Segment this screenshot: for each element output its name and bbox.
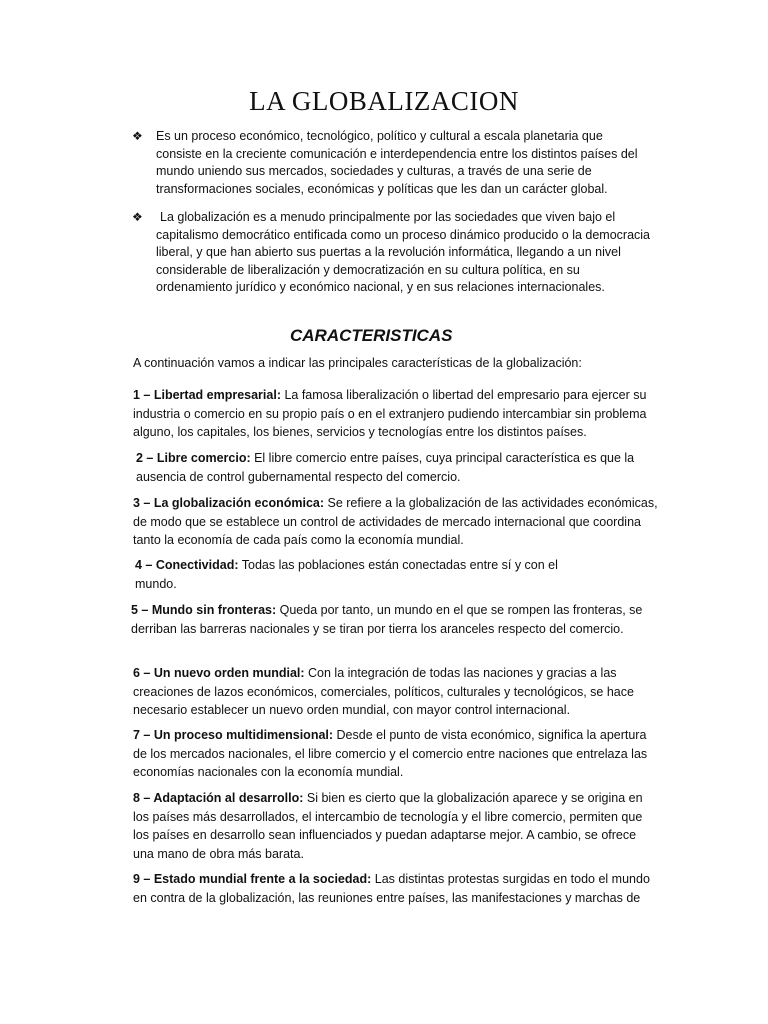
item-label: 7 – Un proceso multidimensional:	[133, 728, 334, 742]
bullet-item	[132, 209, 652, 297]
item-text: Las distintas protestas surgidas en todo el mundo en contra de la globalización, las reuniones entre países, las manifestaciones y marchas de	[133, 872, 650, 905]
diamond-bullet-icon: ❖	[132, 210, 143, 224]
bullet-text: Es un proceso económico, tecnológico, político y cultural a escala planetaria que consiste en la creciente comunicación e interdependencia entre los distintos países del mundo uniendo sus mercados, sociedades y culturas, a través de una serie de transformaciones sociales, económicas y políticas que les dan un carácter global.	[156, 129, 638, 196]
item-text: Queda por tanto, un mundo en el que se rompen las fronteras, se derriban las barreras nacionales y se tiran por tierra los aranceles respecto del comercio.	[131, 603, 643, 636]
bullet-text: La globalización es a menudo principalmente por las sociedades que viven bajo el capitalismo democrático entificada como un proceso dinámico producido o la democracia liberal, y que han abierto sus puertas a la revolución informática, llegando a un nivel considerable de liberalización y democratización en su cultura política, en su ordenamiento jurídico y económico nacional, y en sus relaciones internacionales.	[156, 210, 651, 295]
item-label: 3 – La globalización económica:	[133, 496, 325, 510]
list-item	[133, 449, 663, 486]
diamond-bullet-icon: ❖	[132, 129, 143, 143]
list-item	[133, 870, 663, 907]
list-item	[133, 664, 663, 720]
list-item	[133, 726, 663, 782]
item-text: El libre comercio entre países, cuya principal característica es que la ausencia de control gubernamental respecto del comercio.	[136, 451, 635, 484]
item-label: 2 – Libre comercio:	[136, 451, 251, 465]
item-text: Con la integración de todas las naciones y gracias a las creaciones de lazos económicos, comerciales, políticos, culturales y tecnológicos, se hace necesario establecer un nuevo orden mundial, con mayor control internacional.	[133, 666, 634, 717]
intro-text: A continuación vamos a indicar las principales características de la globalización:	[133, 356, 582, 370]
intro-paragraph	[133, 354, 663, 373]
item-text: Todas las poblaciones están conectadas entre sí y con el mundo.	[135, 558, 558, 591]
item-text: Se refiere a la globalización de las actividades económicas, de modo que se establece un control de actividades de mercado internacional que coordina tanto la economía de cada país como la economía mundial.	[133, 496, 658, 547]
item-label: 8 – Adaptación al desarrollo:	[133, 791, 304, 805]
item-text: Desde el punto de vista económico, significa la apertura de los mercados nacionales, el libre comercio y el comercio entre naciones que entrelaza las economías nacionales con la economía mundial.	[133, 728, 648, 779]
page-title: LA GLOBALIZACION	[249, 86, 519, 116]
item-label: 4 – Conectividad:	[135, 558, 239, 572]
item-label: 9 – Estado mundial frente a la sociedad:	[133, 872, 372, 886]
list-item	[133, 386, 663, 442]
item-text: La famosa liberalización o libertad del empresario para ejercer su industria o comercio en su propio país o en el extranjero pudiendo intercambiar sin problema alguno, los capitales, los bienes, servicios y tecnologías entre los distintos países.	[133, 388, 647, 439]
list-item	[133, 556, 573, 593]
section-heading: CARACTERISTICAS	[290, 326, 453, 345]
bullet-item	[132, 128, 652, 198]
list-item	[133, 494, 663, 550]
item-text: Si bien es cierto que la globalización aparece y se origina en los países más desarrollados, el intercambio de tecnología y el libre comercio, permiten que los países en desarrollo sean influenciados y puedan adaptarse mejor. A cambio, se ofrece una mano de obra más barata.	[133, 791, 643, 861]
item-label: 6 – Un nuevo orden mundial:	[133, 666, 305, 680]
item-label: 1 – Libertad empresarial:	[133, 388, 281, 402]
list-item	[133, 789, 653, 863]
list-item	[131, 601, 661, 638]
item-label: 5 – Mundo sin fronteras:	[131, 603, 277, 617]
